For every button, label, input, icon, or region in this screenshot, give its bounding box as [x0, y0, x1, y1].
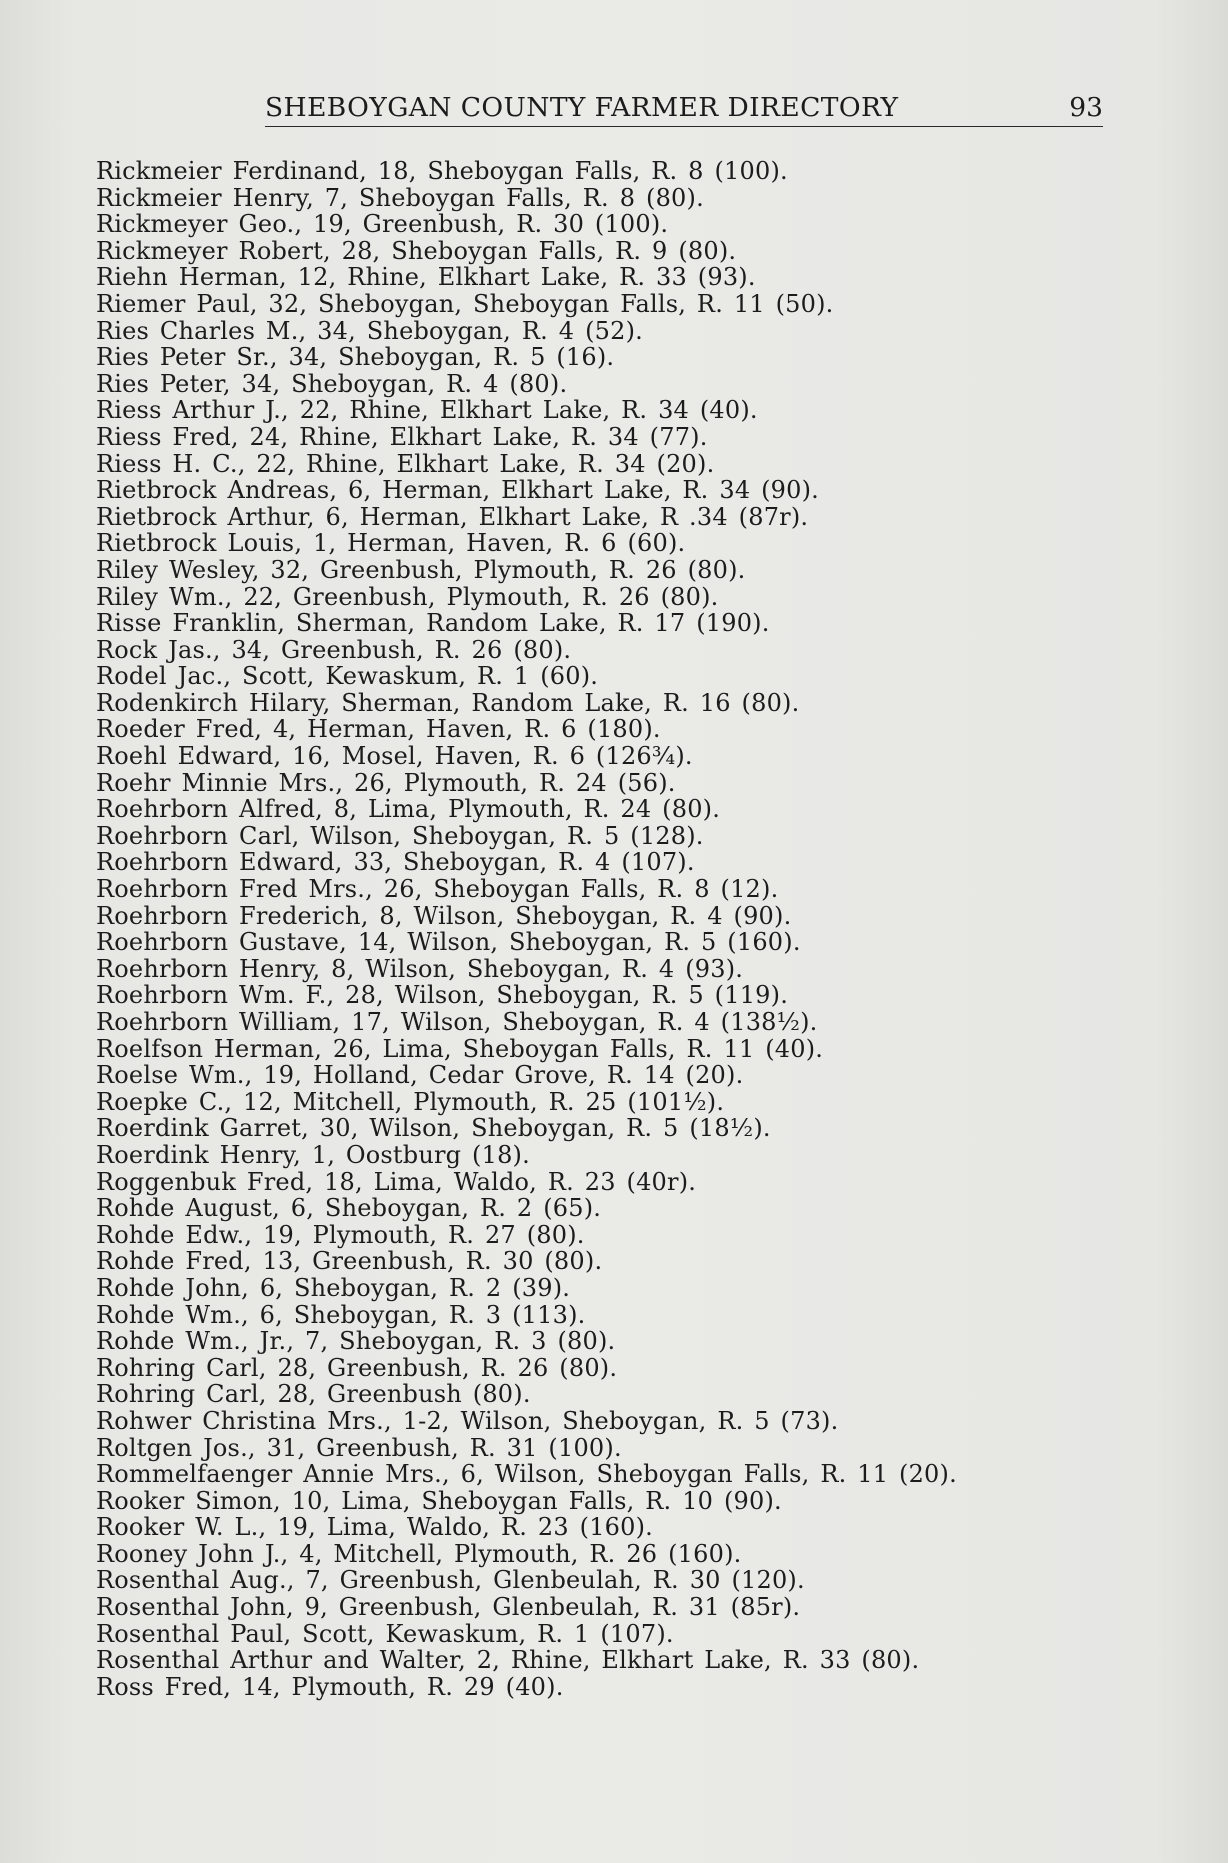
- directory-entry: Risse Franklin, Sherman, Random Lake, R. 17 (190).: [96, 609, 770, 638]
- directory-entry: Roehrborn Wm. F., 28, Wilson, Sheboygan, R. 5 (119).: [96, 981, 789, 1010]
- directory-entry: Roehr Minnie Mrs., 26, Plymouth, R. 24 (56).: [96, 768, 676, 797]
- directory-entry: Roehrborn Alfred, 8, Lima, Plymouth, R. 24 (80).: [96, 795, 721, 824]
- directory-entry: Riemer Paul, 32, Sheboygan, Sheboygan Falls, R. 11 (50).: [96, 289, 834, 318]
- directory-entry: Rosenthal John, 9, Greenbush, Glenbeulah, R. 31 (85r).: [96, 1593, 801, 1622]
- directory-entry: Riess Fred, 24, Rhine, Elkhart Lake, R. 34 (77).: [96, 422, 708, 451]
- directory-entry: Ries Peter Sr., 34, Sheboygan, R. 5 (16).: [96, 343, 615, 372]
- directory-entry: Rietbrock Louis, 1, Herman, Haven, R. 6 (60).: [96, 529, 686, 558]
- directory-entry: Rickmeyer Robert, 28, Sheboygan Falls, R. 9 (80).: [96, 236, 737, 265]
- directory-entry: Rock Jas., 34, Greenbush, R. 26 (80).: [96, 635, 572, 664]
- page-number: 93: [1069, 92, 1103, 123]
- directory-entry: Roeder Fred, 4, Herman, Haven, R. 6 (180).: [96, 715, 661, 744]
- directory-entry: Rommelfaenger Annie Mrs., 6, Wilson, Sheboygan Falls, R. 11 (20).: [96, 1460, 957, 1489]
- directory-entry: Riess H. C., 22, Rhine, Elkhart Lake, R. 34 (20).: [96, 449, 715, 478]
- directory-entry: Roelfson Herman, 26, Lima, Sheboygan Falls, R. 11 (40).: [96, 1034, 824, 1063]
- header-rule: [265, 126, 1103, 127]
- directory-entry: Rooker Simon, 10, Lima, Sheboygan Falls, R. 10 (90).: [96, 1486, 782, 1515]
- directory-entry: Roerdink Henry, 1, Oostburg (18).: [96, 1140, 530, 1169]
- directory-entry: Ross Fred, 14, Plymouth, R. 29 (40).: [96, 1672, 564, 1701]
- directory-entry: Rosenthal Arthur and Walter, 2, Rhine, Elkhart Lake, R. 33 (80).: [96, 1646, 920, 1675]
- directory-entry: Roehrborn Gustave, 14, Wilson, Sheboygan, R. 5 (160).: [96, 928, 801, 957]
- directory-entry: Rohde John, 6, Sheboygan, R. 2 (39).: [96, 1273, 571, 1302]
- directory-entry: Roepke C., 12, Mitchell, Plymouth, R. 25 (101½).: [96, 1087, 725, 1116]
- directory-entry: Rohde Edw., 19, Plymouth, R. 27 (80).: [96, 1220, 585, 1249]
- directory-entry: Rickmeier Henry, 7, Sheboygan Falls, R. 8 (80).: [96, 183, 704, 212]
- directory-entry: Rodel Jac., Scott, Kewaskum, R. 1 (60).: [96, 662, 599, 691]
- directory-entry: Rohring Carl, 28, Greenbush, R. 26 (80).: [96, 1353, 618, 1382]
- directory-entry: Roehl Edward, 16, Mosel, Haven, R. 6 (126¾).: [96, 742, 693, 771]
- entry-list: [96, 158, 1216, 1700]
- directory-entry: Roehrborn Edward, 33, Sheboygan, R. 4 (107).: [96, 848, 695, 877]
- directory-entry: Rooney John J., 4, Mitchell, Plymouth, R. 26 (160).: [96, 1539, 742, 1568]
- directory-entry: Ries Charles M., 34, Sheboygan, R. 4 (52).: [96, 316, 643, 345]
- running-header: [265, 88, 1103, 128]
- directory-entry: Rosenthal Paul, Scott, Kewaskum, R. 1 (107).: [96, 1619, 674, 1648]
- directory-entry: Roehrborn Frederich, 8, Wilson, Sheboygan, R. 4 (90).: [96, 901, 792, 930]
- directory-entry: Rooker W. L., 19, Lima, Waldo, R. 23 (160).: [96, 1513, 654, 1542]
- directory-entry: Rohde Wm., 6, Sheboygan, R. 3 (113).: [96, 1300, 586, 1329]
- directory-entry: Rosenthal Aug., 7, Greenbush, Glenbeulah, R. 30 (120).: [96, 1566, 805, 1595]
- directory-entry: Riley Wm., 22, Greenbush, Plymouth, R. 26 (80).: [96, 582, 719, 611]
- directory-entry: Rickmeyer Geo., 19, Greenbush, R. 30 (100).: [96, 210, 669, 239]
- directory-entry: Rohde August, 6, Sheboygan, R. 2 (65).: [96, 1194, 602, 1223]
- directory-entry: Riess Arthur J., 22, Rhine, Elkhart Lake, R. 34 (40).: [96, 396, 758, 425]
- directory-entry: Riehn Herman, 12, Rhine, Elkhart Lake, R. 33 (93).: [96, 263, 756, 292]
- directory-entry: Roehrborn Henry, 8, Wilson, Sheboygan, R. 4 (93).: [96, 954, 744, 983]
- directory-entry: Roelse Wm., 19, Holland, Cedar Grove, R. 14 (20).: [96, 1061, 744, 1090]
- directory-entry: Rickmeier Ferdinand, 18, Sheboygan Falls, R. 8 (100).: [96, 157, 788, 185]
- directory-entry: Rodenkirch Hilary, Sherman, Random Lake, R. 16 (80).: [96, 688, 800, 717]
- directory-entry: Roggenbuk Fred, 18, Lima, Waldo, R. 23 (40r).: [96, 1167, 697, 1196]
- directory-entry: Rohde Wm., Jr., 7, Sheboygan, R. 3 (80).: [96, 1327, 616, 1356]
- directory-entry: Rohwer Christina Mrs., 1-2, Wilson, Sheboygan, R. 5 (73).: [96, 1406, 839, 1435]
- directory-entry: Ries Peter, 34, Sheboygan, R. 4 (80).: [96, 369, 568, 398]
- directory-entry: Rietbrock Andreas, 6, Herman, Elkhart Lake, R. 34 (90).: [96, 476, 820, 505]
- directory-entry: Roltgen Jos., 31, Greenbush, R. 31 (100).: [96, 1433, 622, 1462]
- directory-entry: Riley Wesley, 32, Greenbush, Plymouth, R. 26 (80).: [96, 555, 746, 584]
- directory-entry: Rietbrock Arthur, 6, Herman, Elkhart Lake, R .34 (87r).: [96, 502, 809, 531]
- directory-entry: Roehrborn Carl, Wilson, Sheboygan, R. 5 (128).: [96, 821, 704, 850]
- directory-entry: Roehrborn Fred Mrs., 26, Sheboygan Falls, R. 8 (12).: [96, 875, 779, 904]
- directory-entry: Rohring Carl, 28, Greenbush (80).: [96, 1380, 531, 1409]
- directory-title: SHEBOYGAN COUNTY FARMER DIRECTORY: [265, 92, 899, 123]
- directory-entry: Rohde Fred, 13, Greenbush, R. 30 (80).: [96, 1247, 603, 1276]
- directory-entry: Roerdink Garret, 30, Wilson, Sheboygan, R. 5 (18½).: [96, 1114, 771, 1143]
- directory-entry: Roehrborn William, 17, Wilson, Sheboygan, R. 4 (138½).: [96, 1008, 818, 1036]
